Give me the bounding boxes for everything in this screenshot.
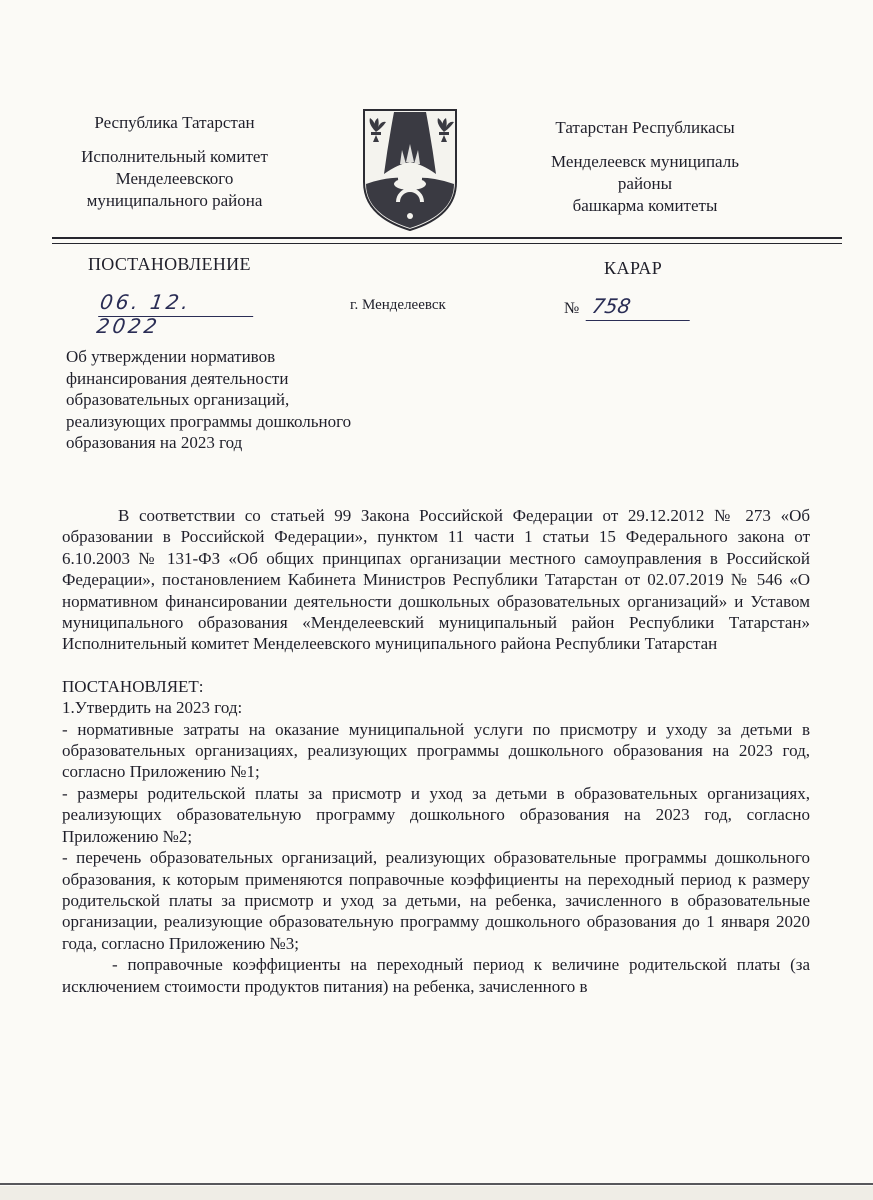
bullet-paragraph: - перечень образовательных организаций, реализующих образовательные программы дошкольного образования, к которым применяются поправочные коэффициенты на переходный период к размеру родительской платы за присмотр и уход за детьми, на ребенка, зачисленного в образовательные организации, реализующие образовательную программу дошкольного образования до 1 января 2020 года, согласно Приложению №3;: [62, 848, 810, 953]
bullet-paragraph: - размеры родительской платы за присмотр и уход за детьми в образовательных организациях, реализующих образовательную программу дошкольного образования на 2023 год, согласно Приложению №2;: [62, 783, 810, 846]
header-divider-thin: [52, 243, 842, 244]
subject-line: образовательных организаций,: [66, 390, 290, 409]
preamble-paragraph: В соответствии со статьей 99 Закона Российской Федерации от 29.12.2012 № 273 «Об образовании в Российской Федерации», пунктом 11 части 1 статьи 15 Федерального закона от 6.10.2003 № 131-ФЗ «Об общих принципах организации местного самоуправления в Российской Федерации», постановлением Кабинета Министров Республики Татарстан от 02.07.2019 № 546 «О нормативном финансировании деятельности дошкольных образовательных организаций» и Уставом муниципального образования «Менделеевский муниципальный район Республики Татарстан» Исполнительный комитет Менделеевского муниципального района Республики Татарстан: [62, 506, 810, 654]
committee-line: муниципального района: [86, 191, 263, 210]
subject-line: реализующих программы дошкольного: [66, 411, 352, 431]
header-right-tatar: [520, 117, 770, 217]
doc-type-ru: ПОСТАНОВЛЕНИЕ: [88, 254, 251, 274]
scan-edge: [0, 1183, 873, 1185]
committee-line: Менделеевск муниципаль: [551, 152, 739, 171]
city-name: г. Менделеевск: [350, 297, 446, 313]
header-divider: [52, 237, 842, 239]
republic-name-tt: Татарстан Республикасы: [555, 118, 735, 137]
coat-of-arms-icon: [358, 104, 462, 234]
bullet-paragraph: - поправочные коэффициенты на переходный период к величине родительской платы (за исключением стоимости продуктов питания) на ребенка, зачисленного в: [62, 955, 810, 996]
doc-type-tt: КАРАР: [604, 258, 663, 278]
scan-edge-shadow: [0, 1186, 873, 1200]
handwritten-number: 758: [586, 294, 695, 321]
committee-line: Менделеевского: [115, 169, 234, 188]
subject-line: финансирования деятельности: [66, 368, 289, 388]
committee-line: башкарма комитеты: [572, 196, 718, 215]
document-subject: [66, 346, 426, 454]
subject-line: Об утверждении нормативов: [66, 347, 276, 366]
resolves-heading: ПОСТАНОВЛЯЕТ:: [62, 676, 204, 696]
republic-name-ru: Республика Татарстан: [94, 113, 255, 132]
item-1: 1.Утвердить на 2023 год:: [62, 698, 243, 718]
handwritten-date: 06. 12. 2022: [98, 290, 257, 317]
document-body: [62, 505, 810, 997]
subject-line: образования на 2023 год: [66, 433, 243, 452]
committee-line: районы: [617, 174, 673, 193]
committee-line: Исполнительный комитет: [81, 147, 268, 166]
bullet-paragraph: - нормативные затраты на оказание муниципальной услуги по присмотру и уходу за детьми в образовательных организациях, реализующих программы дошкольного образования на 2023 год, согласно Приложению №1;: [62, 719, 810, 782]
header-left-russian: [52, 112, 297, 212]
number-sign: №: [564, 300, 580, 317]
